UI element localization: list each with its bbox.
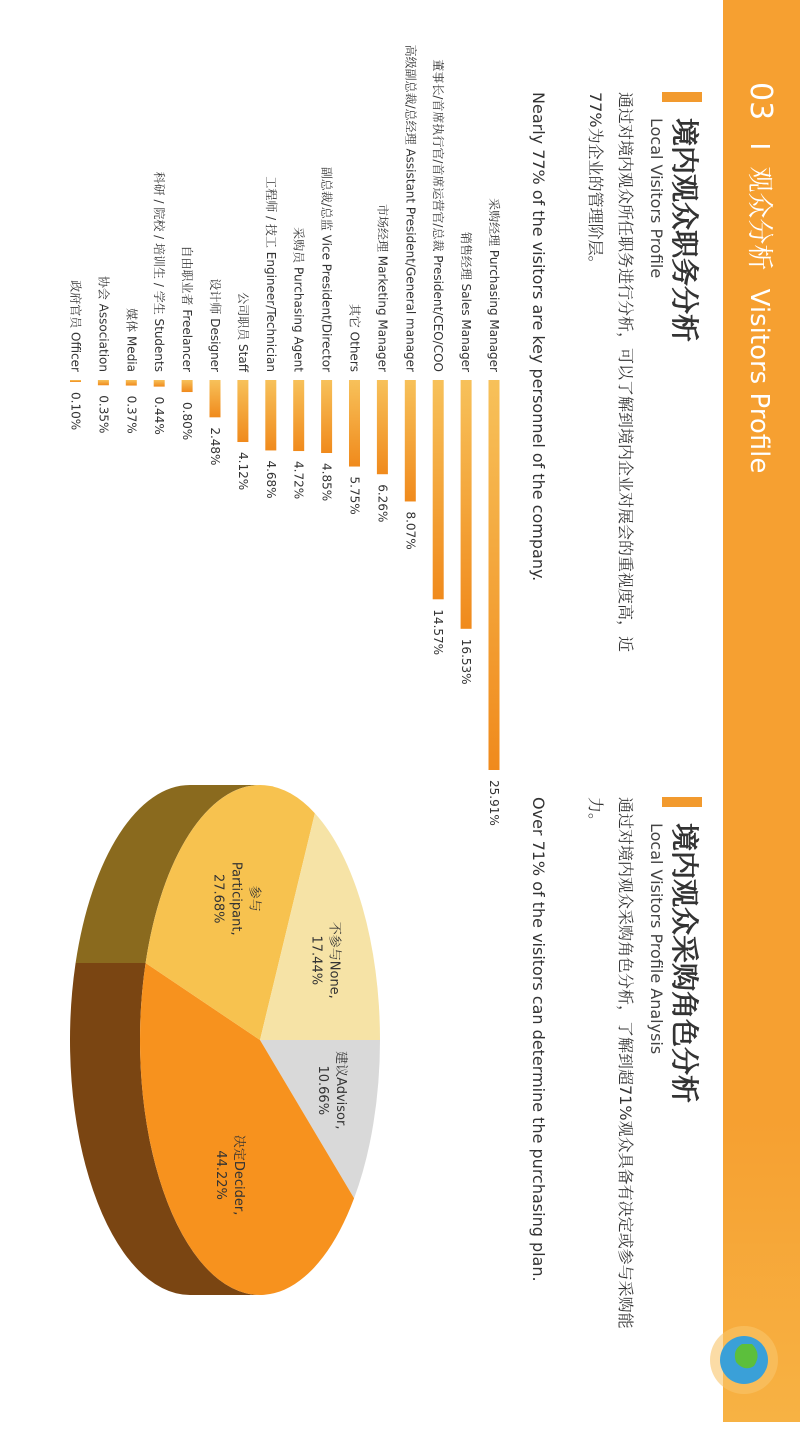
bar [126, 380, 137, 386]
bar [70, 380, 81, 382]
section-number: 03 [743, 82, 778, 121]
bar [154, 380, 165, 387]
bar-category-label: 市场经理 Marketing Manager [375, 203, 390, 372]
bar-category-label: 采购员 Purchasing Agent [291, 227, 306, 372]
bar-value-label: 2.48% [208, 427, 222, 466]
bar [349, 380, 360, 467]
purchasing-role-pie-chart [0, 760, 430, 1320]
bar-value-label: 6.26% [375, 484, 390, 523]
section2-subtitle: Local Visitors Profile Analysis [647, 823, 666, 1055]
bar-category-label: 高级副总裁/总经理 Assistant President/General manager [403, 44, 418, 372]
bar-value-label: 0.37% [124, 395, 139, 434]
bar-category-label: 设计师 Designer [208, 278, 222, 372]
bar [405, 380, 416, 501]
bar-value-label: 0.10% [68, 392, 83, 431]
bar [377, 380, 388, 474]
bar-category-label: 采购经理 Purchasing Manager [487, 198, 501, 372]
bar-value-label: 8.07% [403, 511, 418, 550]
header-title-cn: 观众分析 [744, 166, 774, 271]
bar-value-label: 14.57% [431, 609, 446, 656]
bar [433, 380, 444, 599]
bar-category-label: 工程师 / 技工 Engineer/Technician [263, 176, 278, 372]
bar [293, 380, 304, 451]
bar-value-label: 0.35% [96, 395, 111, 434]
bar-category-label: 政府官员 Officer [68, 280, 83, 372]
header-separator: I [744, 142, 774, 151]
bar-category-label: 协会 Association [96, 275, 111, 372]
bar [182, 380, 193, 392]
bar [265, 380, 276, 450]
pie-slice-label: 不参与None,17.44% [308, 921, 342, 999]
expo-logo [682, 1320, 792, 1410]
bar-value-label: 0.44% [152, 396, 167, 435]
section1-title: 境内观众职务分析 [668, 118, 701, 343]
bar [237, 380, 248, 442]
globe-logo-icon [682, 1320, 792, 1430]
header-title-en: Visitors Profile [744, 288, 774, 474]
bar-value-label: 4.72% [291, 461, 306, 500]
pie-slice-label: 建议Advisor,10.66% [315, 1051, 349, 1130]
bar-category-label: 自由职业者 Freelancer [180, 245, 195, 372]
bar-category-label: 其它 Others [347, 303, 362, 372]
pie-slice-label: 参与Participant,27.68% [210, 861, 262, 936]
bar-value-label: 0.80% [180, 402, 195, 441]
section1-desc-en: Nearly 77% of the visitors are key personnel of the company. [529, 92, 548, 582]
bar-value-label: 4.12% [235, 452, 250, 491]
bar [489, 380, 500, 770]
bar-value-label: 4.68% [263, 460, 278, 499]
bar-category-label: 董事长/首席执行官/首席运营官/总裁 President/CEO/COO [431, 59, 446, 372]
section2-desc-en: Over 71% of the visitors can determine the purchasing plan. [529, 797, 548, 1282]
section1-subtitle: Local Visitors Profile [647, 118, 666, 279]
bar-category-label: 销售经理 Sales Manager [459, 231, 474, 372]
bar [210, 380, 221, 417]
section2-desc-cn: 通过对境内观众采购角色分析，了解到超71%观众具备有决定或参与采购能力。 [586, 797, 635, 1329]
section1-desc-cn: 通过对境内观众所任职务进行分析，可以了解到境内企业对展会的重视度高，近77%为企业的管理阶层。 [586, 92, 635, 653]
bar-value-label: 25.91% [487, 780, 501, 826]
bar-value-label: 5.75% [347, 476, 362, 515]
bar-category-label: 媒体 Media [124, 308, 139, 372]
bar-value-label: 16.53% [459, 638, 474, 685]
bar [321, 380, 332, 453]
bar-category-label: 科研 / 院校 / 培训生 / 学生 Students [152, 171, 167, 372]
bar-category-label: 副总裁/总监 Vice President/Director [319, 166, 334, 372]
bar [98, 380, 109, 385]
bar-value-label: 4.85% [319, 463, 334, 502]
section2-title: 境内观众采购角色分析 [668, 823, 701, 1104]
bar [461, 380, 472, 629]
pie-slice-label: 决定Decider,44.22% [213, 1134, 247, 1216]
bar-category-label: 公司职员 Staff [235, 292, 250, 372]
